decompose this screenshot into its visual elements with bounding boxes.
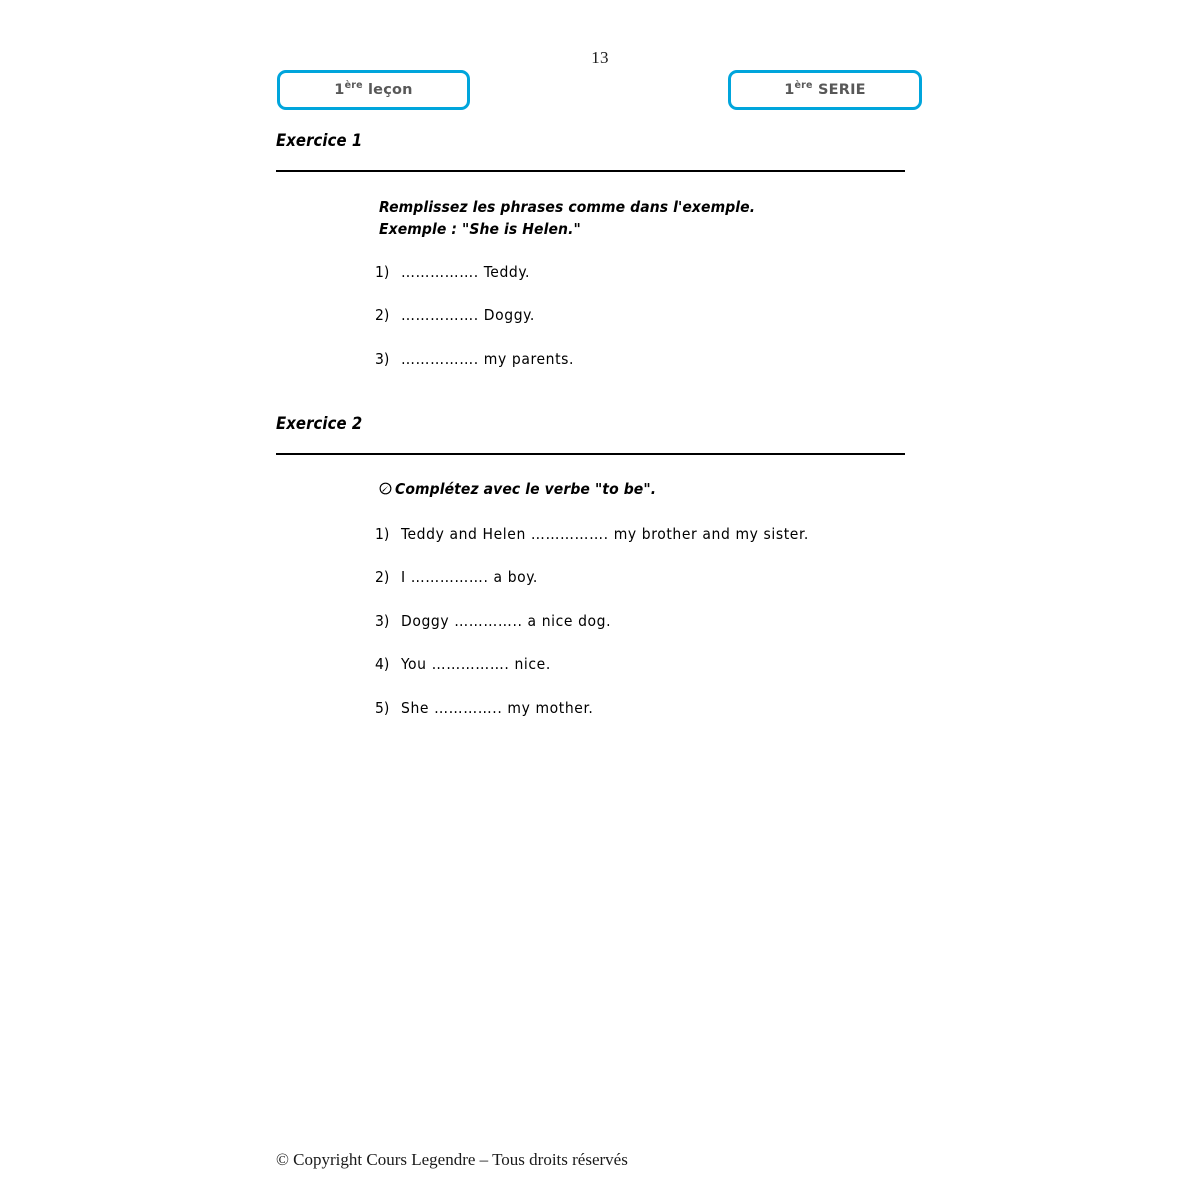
page-number: 13: [591, 48, 609, 67]
exercise-2-item-5: [375, 699, 593, 717]
exercise-1-title: Exercice 1: [276, 131, 363, 150]
lesson-badge-ordinal-suffix: ère: [344, 80, 363, 92]
exercise-1-item-3: [375, 350, 574, 368]
exercise-2-item-4-number: 4): [375, 655, 390, 673]
pencil-icon: [379, 481, 392, 494]
exercise-1-instruction-line-2: Exemple : "She is Helen.": [379, 220, 581, 238]
exercise-2-instruction-line-1: [379, 480, 656, 498]
exercise-1-item-1: [375, 263, 530, 281]
serie-badge-ordinal-suffix: ère: [794, 80, 813, 92]
exercise-1-item-2: [375, 306, 535, 324]
exercise-1-item-1-text: ……………. Teddy.: [401, 263, 531, 281]
exercise-2-item-3-number: 3): [375, 612, 390, 630]
exercise-2-item-5-number: 5): [375, 699, 390, 717]
exercise-2-instruction-text: Complétez avec le verbe "to be".: [395, 480, 657, 498]
lesson-badge-text: leçon: [362, 82, 413, 98]
exercise-2-item-4: [375, 655, 551, 673]
exercise-2-item-4-text: You ……………. nice.: [401, 655, 551, 673]
exercise-2-item-2-text: I ……………. a boy.: [401, 568, 538, 586]
exercise-1-item-2-text: ……………. Doggy.: [401, 306, 535, 324]
exercise-2-title: Exercice 2: [276, 414, 363, 433]
exercise-2-item-3: [375, 612, 611, 630]
serie-badge-label: [784, 82, 866, 98]
exercise-2-item-1-number: 1): [375, 525, 390, 543]
serie-badge-text: SERIE: [812, 82, 866, 98]
exercise-2-item-5-text: She ………….. my mother.: [401, 699, 594, 717]
lesson-badge: [277, 70, 470, 110]
exercise-1-item-2-number: 2): [375, 306, 390, 324]
exercise-1-item-3-number: 3): [375, 350, 390, 368]
exercise-2-divider: [276, 453, 905, 455]
serie-badge-ordinal: 1: [784, 82, 795, 98]
copyright-footer: © Copyright Cours Legendre – Tous droits réservés: [276, 1150, 628, 1169]
exercise-2-item-2: [375, 568, 538, 586]
exercise-1-item-3-text: ……………. my parents.: [401, 350, 575, 368]
exercise-2-item-2-number: 2): [375, 568, 390, 586]
serie-badge: [728, 70, 922, 110]
exercise-1-instruction-line-1: Remplissez les phrases comme dans l'exemple.: [379, 198, 756, 216]
exercise-1-item-1-number: 1): [375, 263, 390, 281]
lesson-badge-ordinal: 1: [334, 82, 345, 98]
exercise-2-item-1: [375, 525, 809, 543]
exercise-2-item-1-text: Teddy and Helen ……………. my brother and my sister.: [401, 525, 809, 543]
exercise-2-item-3-text: Doggy ………….. a nice dog.: [401, 612, 612, 630]
exercise-1-divider: [276, 170, 905, 172]
lesson-badge-label: [334, 82, 412, 98]
